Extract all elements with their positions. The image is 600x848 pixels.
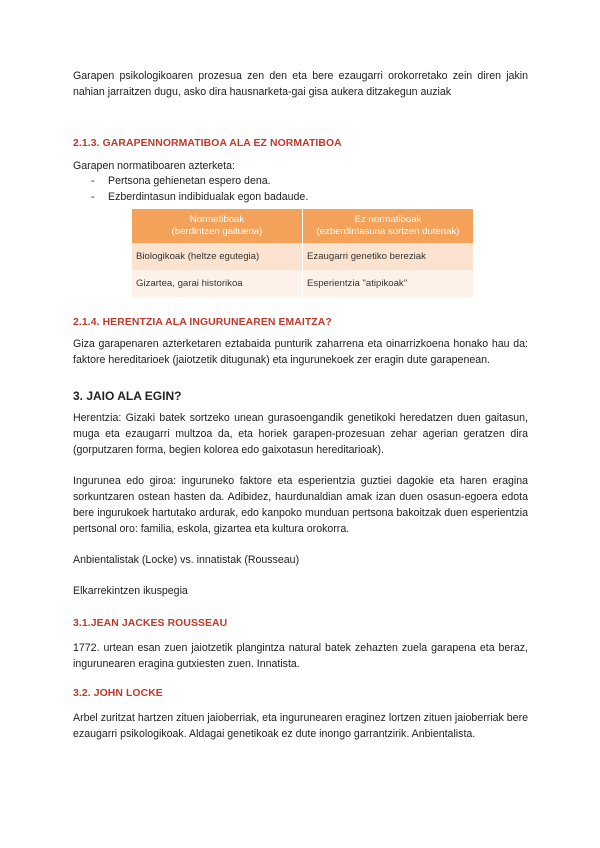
table-header-normative [132,209,303,243]
heading-2-1-4: 2.1.4. HERENTZIA ALA INGURUNEAREN EMAITZA? [73,317,332,328]
heading-3: 3. JAIO ALA EGIN? [73,389,182,403]
heredity-paragraph: Giza garapenaren azterketaren eztabaida punturik zaharrena eta oinarrizkoena honako hau da: faktore hereditarioek (jaiotzetik ditugunak) eta ingurunekoek zer eragin dute garapenean. [73,338,528,366]
header-subtitle: (berdintzen gaituena) [171,226,263,237]
normative-table [132,209,473,297]
document-page [73,68,528,742]
rousseau-paragraph: 1772. urtean esan zuen jaiotzetik plangintza natural batek zehazten zuela garapena eta beraz, ingurunearen eragina gutxiesten zuen. Innatista. [73,642,528,670]
list-item: - Ezberdintasun indibidualak egon badaude. [73,190,528,206]
ambientalist-line: Anbientalistak (Locke) vs. innatistak (Rousseau) [73,554,300,566]
header-title: Ez normatiboak [354,214,422,225]
intro-paragraph: Garapen psikologikoaren prozesua zen den eta bere ezaugarri orokorretako zein diren jakin nahian jarraitzen dugu, asko dira hausnarketa-gai gisa aukera ditzakegun auziak [73,70,528,98]
heading-3-1: 3.1.JEAN JACKES ROUSSEAU [73,618,228,629]
table-header-non-normative [303,209,474,243]
header-title: Normatiboak [189,214,245,225]
normative-lead: Garapen normatiboaren azterketa: [73,160,235,172]
normative-list [73,174,528,205]
heading-3-2: 3.2. JOHN LOCKE [73,688,163,699]
table-cell: Gizartea, garai historikoa [132,270,303,297]
interaction-line: Elkarrekintzen ikuspegia [73,585,188,597]
locke-paragraph: Arbel zuritzat hartzen zituen jaioberriak, eta ingurunearen eraginez lortzen zituen jaioberriak bere ezaugarri psikologikoak. Aldagai genetikoak ez dute inongo garrantzirik. Anbientalista. [73,712,528,740]
list-item: - Pertsona gehienetan espero dena. [73,174,528,190]
header-subtitle: (ezberdintasuna sortzen dutenak) [316,226,460,237]
table-row [132,243,473,270]
table-cell: Ezaugarri genetiko bereziak [303,243,474,270]
table-cell: Biologikoak (heltze egutegia) [132,243,303,270]
ingurunea-paragraph: Ingurunea edo giroa: inguruneko faktore eta esperientzia guztiei dagokie eta haren eragina sorkuntzaren ostean hasten da. Adibidez, haurdunaldian amak izan duen osasun-egoera edota bere ingurukoek hartutako ardurak, edo kanpoko munduan pertsona bakoitzak duen esperientzia pertsonal oro: familia, eskola, gizartea eta kultura orokorra. [73,475,528,535]
table-header-row [132,209,473,243]
heading-2-1-3: 2.1.3. GARAPENNORMATIBOA ALA EZ NORMATIBOA [73,138,342,149]
table-row [132,270,473,297]
table-cell: Esperientzia "atipikoak" [303,270,474,297]
herentzia-paragraph: Herentzia: Gizaki batek sortzeko unean gurasoengandik genetikoki heredatzen duen gaitasun, muga eta ezaugarri multzoa da, eta horiek garapen-prozesuan zehar agerian geratzen dira (gorputzaren forma, begien kolorea edo gaixotasun hereditarioak). [73,412,528,456]
